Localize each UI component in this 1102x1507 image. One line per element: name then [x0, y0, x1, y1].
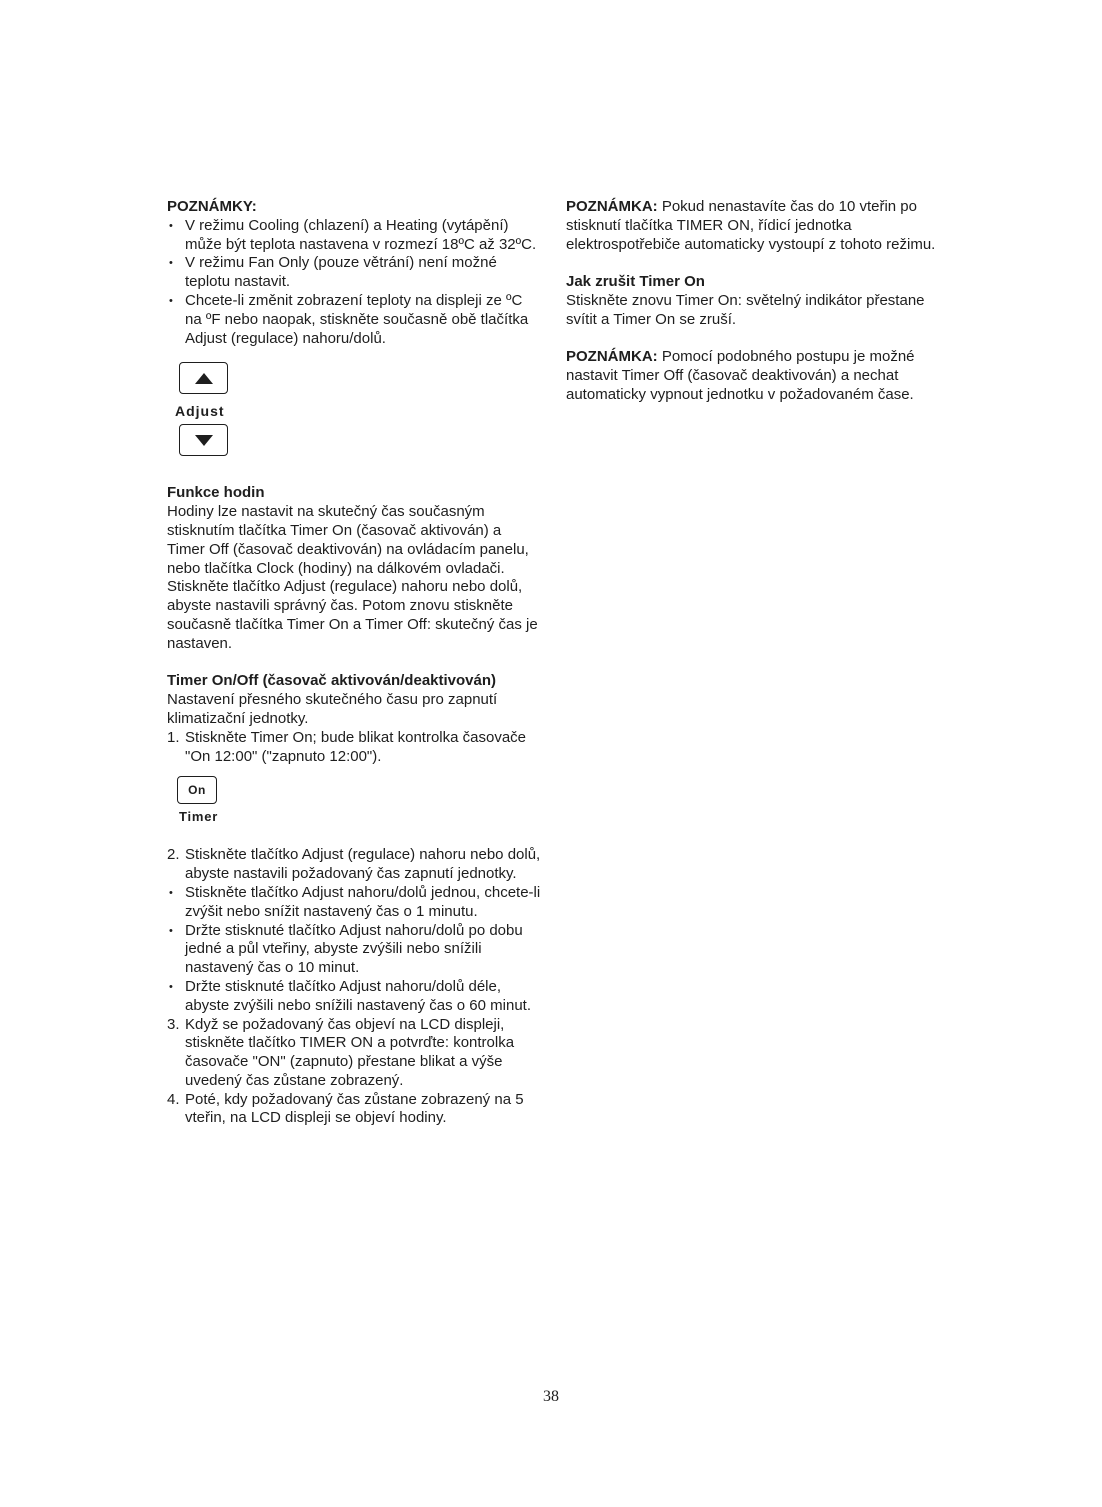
step-1 [167, 729, 542, 767]
timer-on-figure [177, 776, 257, 826]
step2-bullets [167, 884, 542, 1016]
left-column [167, 198, 542, 1128]
step-text: Poté, kdy požadovaný čas zůstane zobrazený na 5 vteřin, na LCD displeji se objeví hodiny. [185, 1090, 524, 1127]
clock-text: Hodiny lze nastavit na skutečný čas současným stisknutím tlačítka Timer On (časovač aktivován) a Timer Off (časovač deaktivován) na ovládacím panelu, nebo tlačítka Clock (hodiny) na dálkovém ovladači. Stiskněte tlačítko Adjust (regulace) nahoru nebo dolů, abyste nastavili správný čas. Potom znovu stiskněte současně tlačítka Timer On a Timer Off: skutečný čas je nastaven. [167, 503, 538, 652]
notes-list [167, 217, 542, 349]
step2-bullet: • Držte stisknuté tlačítko Adjust nahoru/dolů déle, abyste zvýšili nebo snížili nastavený čas o 60 minut. [167, 978, 542, 1016]
notes-heading: POZNÁMKY: [167, 198, 257, 215]
adjust-buttons-figure [175, 362, 255, 462]
timer-intro: Nastavení přesného skutečného času pro zapnutí klimatizační jednotky. [167, 691, 498, 727]
steps-list-b [167, 846, 542, 884]
step-number: 1. [167, 728, 180, 746]
on-key: On [177, 776, 217, 804]
adjust-up-key [179, 362, 228, 394]
note-timer-off [566, 348, 946, 404]
arrow-up-icon [195, 373, 213, 384]
clock-heading: Funkce hodin [167, 484, 265, 502]
adjust-label: Adjust [175, 403, 225, 420]
step2-bullet: • Stiskněte tlačítko Adjust nahoru/dolů jednou, chcete-li zvýšit nebo snížit nastavený čas o 1 minutu. [167, 884, 542, 922]
note-label: POZNÁMKA: [566, 198, 658, 215]
steps-list-c [167, 1016, 542, 1129]
right-column [566, 198, 946, 405]
timer-heading: Timer On/Off (časovač aktivován/deaktivován) [167, 672, 497, 690]
step-number: 3. [167, 1015, 180, 1033]
step-number: 2. [167, 846, 180, 864]
note-text: Pomocí podobného postupu je možné nastavit Timer Off (časovač deaktivován) a nechat automaticky vypnout jednotku v požadovaném čase. [566, 348, 915, 403]
note-item: • V režimu Cooling (chlazení) a Heating (vytápění) může být teplota nastavena v rozmezí 18ºC až 32ºC. [167, 217, 542, 255]
note-item: • Chcete-li změnit zobrazení teploty na displeji ze ºC na ºF nebo naopak, stiskněte současně obě tlačítka Adjust (regulace) nahoru/dolů. [167, 292, 542, 348]
note-timeout [566, 198, 946, 254]
step-text: Stiskněte Timer On; bude blikat kontrolka časovače "On 12:00" ("zapnuto 12:00"). [185, 728, 527, 765]
step2-bullet: • Držte stisknuté tlačítko Adjust nahoru/dolů po dobu jedné a půl vteřiny, abyste zvýšili nebo snížili nastavený čas o 10 minut. [167, 922, 542, 978]
steps-list-a [167, 729, 542, 767]
cancel-text: Stiskněte znovu Timer On: světelný indikátor přestane svítit a Timer On se zruší. [566, 291, 925, 328]
note-text: Pokud nenastavíte čas do 10 vteřin po stisknutí tlačítka TIMER ON, řídicí jednotka elektrospotřebiče automaticky vystoupí z tohoto režimu. [566, 198, 936, 253]
arrow-down-icon [195, 435, 213, 446]
note-label: POZNÁMKA: [566, 348, 658, 366]
page-number: 38 [543, 1388, 559, 1405]
adjust-down-key [179, 424, 228, 456]
note-item: • V režimu Fan Only (pouze větrání) není možné teplotu nastavit. [167, 254, 542, 292]
step-number: 4. [167, 1090, 180, 1108]
step-3 [167, 1016, 542, 1091]
cancel-heading: Jak zrušit Timer On [566, 273, 705, 291]
step-4 [167, 1091, 542, 1129]
step-text: Když se požadovaný čas objeví na LCD displeji, stiskněte tlačítko TIMER ON a potvrďte: kontrolka časovače "ON" (zapnuto) přestane blikat a výše uvedený čas zůstane zobrazený. [185, 1015, 515, 1089]
step-text: Stiskněte tlačítko Adjust (regulace) nahoru nebo dolů, abyste nastavili požadovaný čas zapnutí jednotky. [185, 846, 541, 883]
timer-label: Timer [179, 809, 219, 825]
step-2 [167, 846, 542, 884]
